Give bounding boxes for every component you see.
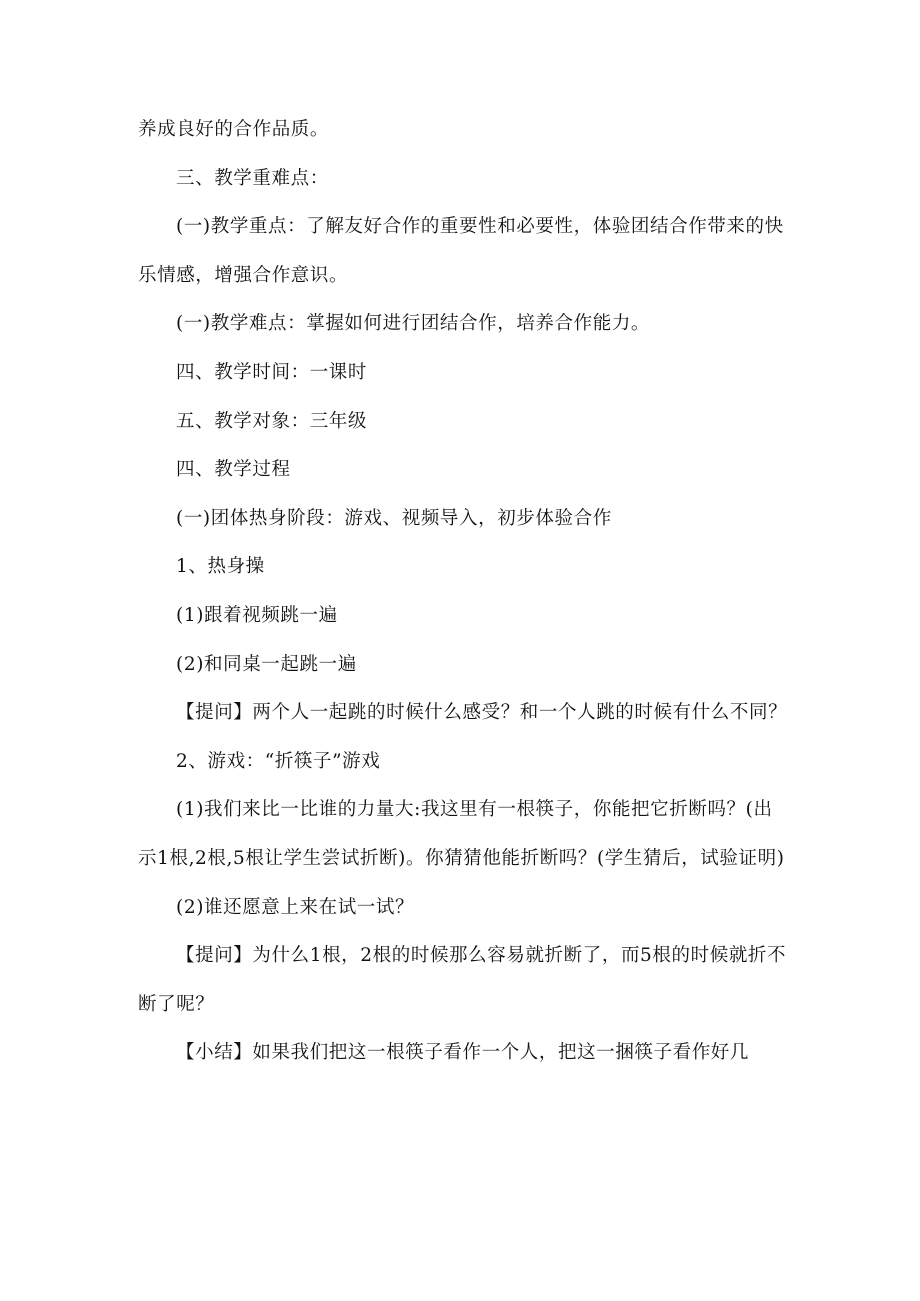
section-heading: 四、教学时间：一课时 — [176, 361, 368, 383]
list-item: 2、游戏：“折筷子”游戏 — [176, 750, 381, 772]
paragraph: (一)教学重点：了解友好合作的重要性和必要性，体验团结合作带来的快乐情感，增强合作意识。 — [138, 216, 784, 286]
section-heading: 三、教学重难点： — [176, 167, 329, 189]
document-body — [138, 106, 788, 1078]
list-item: (1)跟着视频跳一遍 — [176, 604, 338, 626]
paragraph: (1)我们来比一比谁的力量大:我这里有一根筷子，你能把它折断吗？(出示1根,2根,5根让学生尝试折断)。你猜猜他能折断吗？(学生猜后，试验证明) — [138, 799, 785, 869]
paragraph: 【提问】两个人一起跳的时候什么感受？和一个人跳的时候有什么不同？ — [176, 702, 788, 724]
section-heading: 四、教学过程 — [176, 459, 291, 481]
paragraph: 养成良好的合作品质。 — [138, 119, 330, 140]
section-heading: 五、教学对象：三年级 — [176, 410, 368, 432]
list-item: 1、热身操 — [176, 556, 265, 578]
paragraph: 【提问】为什么1根，2根的时候那么容易就折断了，而5根的时候就折不断了呢？ — [138, 945, 787, 1015]
list-item: (2)谁还愿意上来在试一试？ — [176, 896, 415, 918]
paragraph: 【小结】如果我们把这一根筷子看作一个人，把这一捆筷子看作好几 — [176, 1042, 750, 1064]
list-item: (2)和同桌一起跳一遍 — [176, 653, 357, 675]
paragraph: (一)团体热身阶段：游戏、视频导入，初步体验合作 — [176, 507, 612, 529]
paragraph: (一)教学难点：掌握如何进行团结合作，培养合作能力。 — [176, 313, 651, 335]
